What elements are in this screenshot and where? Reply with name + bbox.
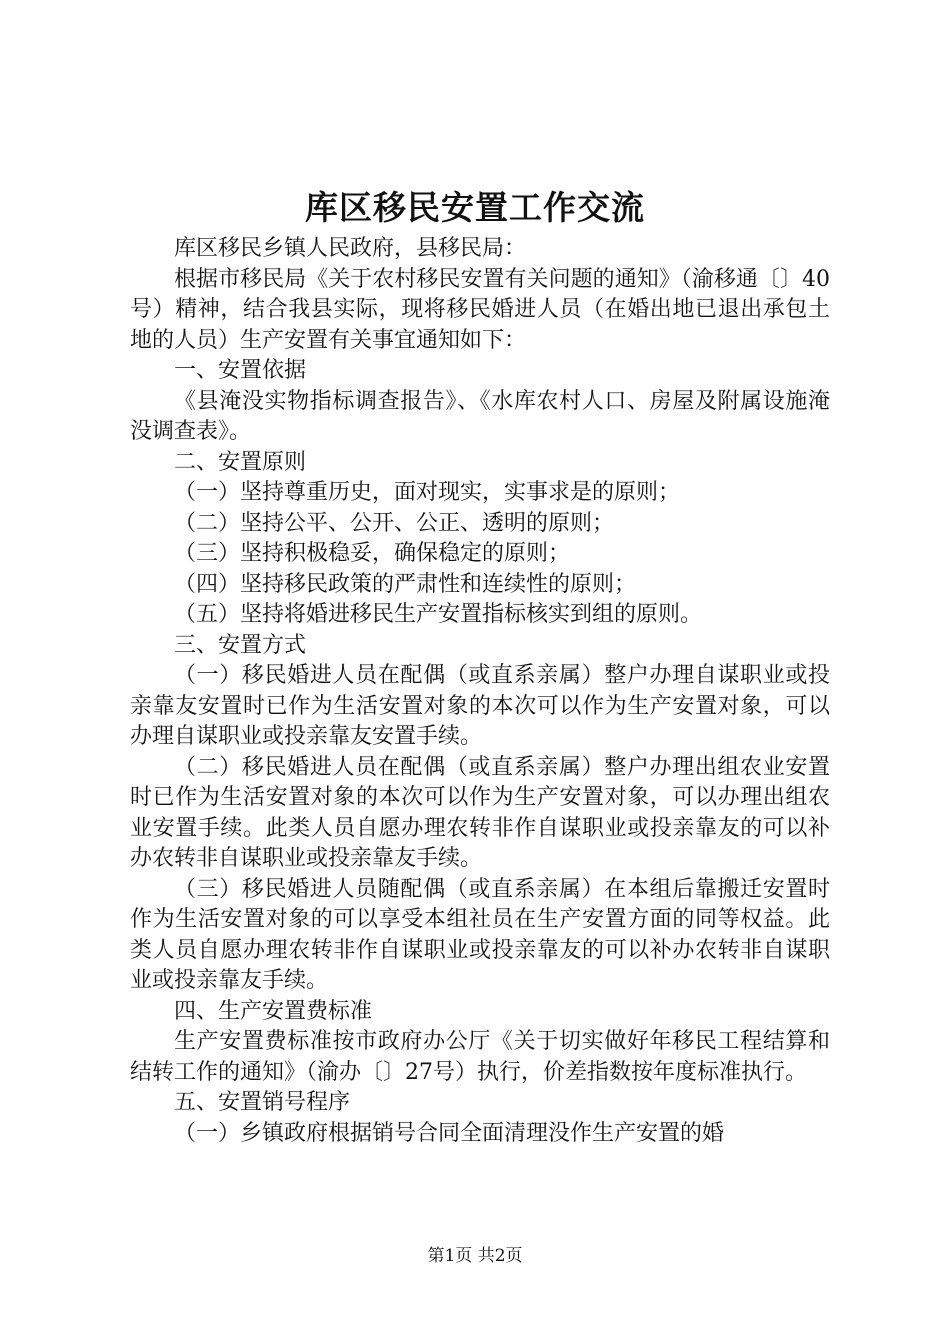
section-heading-principles: 二、安置原则: [174, 449, 307, 475]
principle-item-5: （五）坚持将婚进移民生产安置指标核实到组的原则。: [174, 602, 703, 627]
page-footer: 第1页 共2页: [427, 1246, 523, 1266]
principle-item-4: （四）坚持移民政策的严肃性和连续性的原则；: [174, 571, 637, 597]
section-heading-fee-standard: 四、生产安置费标准: [174, 998, 373, 1024]
paragraph-basis: 《县淹没实物指标调查报告》、《水库农村人口、房屋及附属设施淹没调查表》。: [130, 388, 830, 444]
principle-item-1: （一）坚持尊重历史，面对现实，实事求是的原则；: [174, 480, 681, 505]
principle-item-2: （二）坚持公平、公开、公正、透明的原则；: [174, 510, 615, 536]
section-heading-methods: 三、安置方式: [174, 632, 307, 658]
method-item-2: （二）移民婚进人员在配偶（或直系亲属）整户办理出组农业安置时已作为生活安置对象的本次可以作为生产安置对象，可以办理出组农业安置手续。此类人员自愿办理农转非作自谋职业或投亲靠友的可以补办农转非自谋职业或投亲靠友手续。: [130, 754, 830, 871]
paragraph-fee-standard: 生产安置费标准按市政府办公厅《关于切实做好年移民工程结算和结转工作的通知》（渝办〔〕27号）执行，价差指数按年度标准执行。: [130, 1029, 830, 1085]
paragraph-salutation: 库区移民乡镇人民政府，县移民局：: [174, 236, 527, 261]
document-title: 库区移民安置工作交流: [305, 188, 645, 227]
section-heading-basis: 一、安置依据: [174, 358, 307, 383]
procedure-item-1: （一）乡镇政府根据销号合同全面清理没作生产安置的婚: [174, 1120, 725, 1146]
method-item-3: （三）移民婚进人员随配偶（或直系亲属）在本组后靠搬迁安置时作为生活安置对象的可以享受本组社员在生产安置方面的同等权益。此类人员自愿办理农转非作自谋职业或投亲靠友的可以补办农转非自谋职业或投亲靠友手续。: [130, 876, 830, 993]
method-item-1: （一）移民婚进人员在配偶（或直系亲属）整户办理自谋职业或投亲靠友安置时已作为生活安置对象的本次可以作为生产安置对象，可以办理自谋职业或投亲靠友安置手续。: [130, 663, 830, 749]
principle-item-3: （三）坚持积极稳妥，确保稳定的原则；: [174, 541, 571, 566]
section-heading-procedure: 五、安置销号程序: [174, 1090, 351, 1115]
paragraph-intro: 根据市移民局《关于农村移民安置有关问题的通知》（渝移通〔〕40号）精神，结合我县实际，现将移民婚进人员（在婚出地已退出承包土地的人员）生产安置有关事宜通知如下：: [130, 266, 830, 353]
document-body: [130, 234, 830, 1149]
